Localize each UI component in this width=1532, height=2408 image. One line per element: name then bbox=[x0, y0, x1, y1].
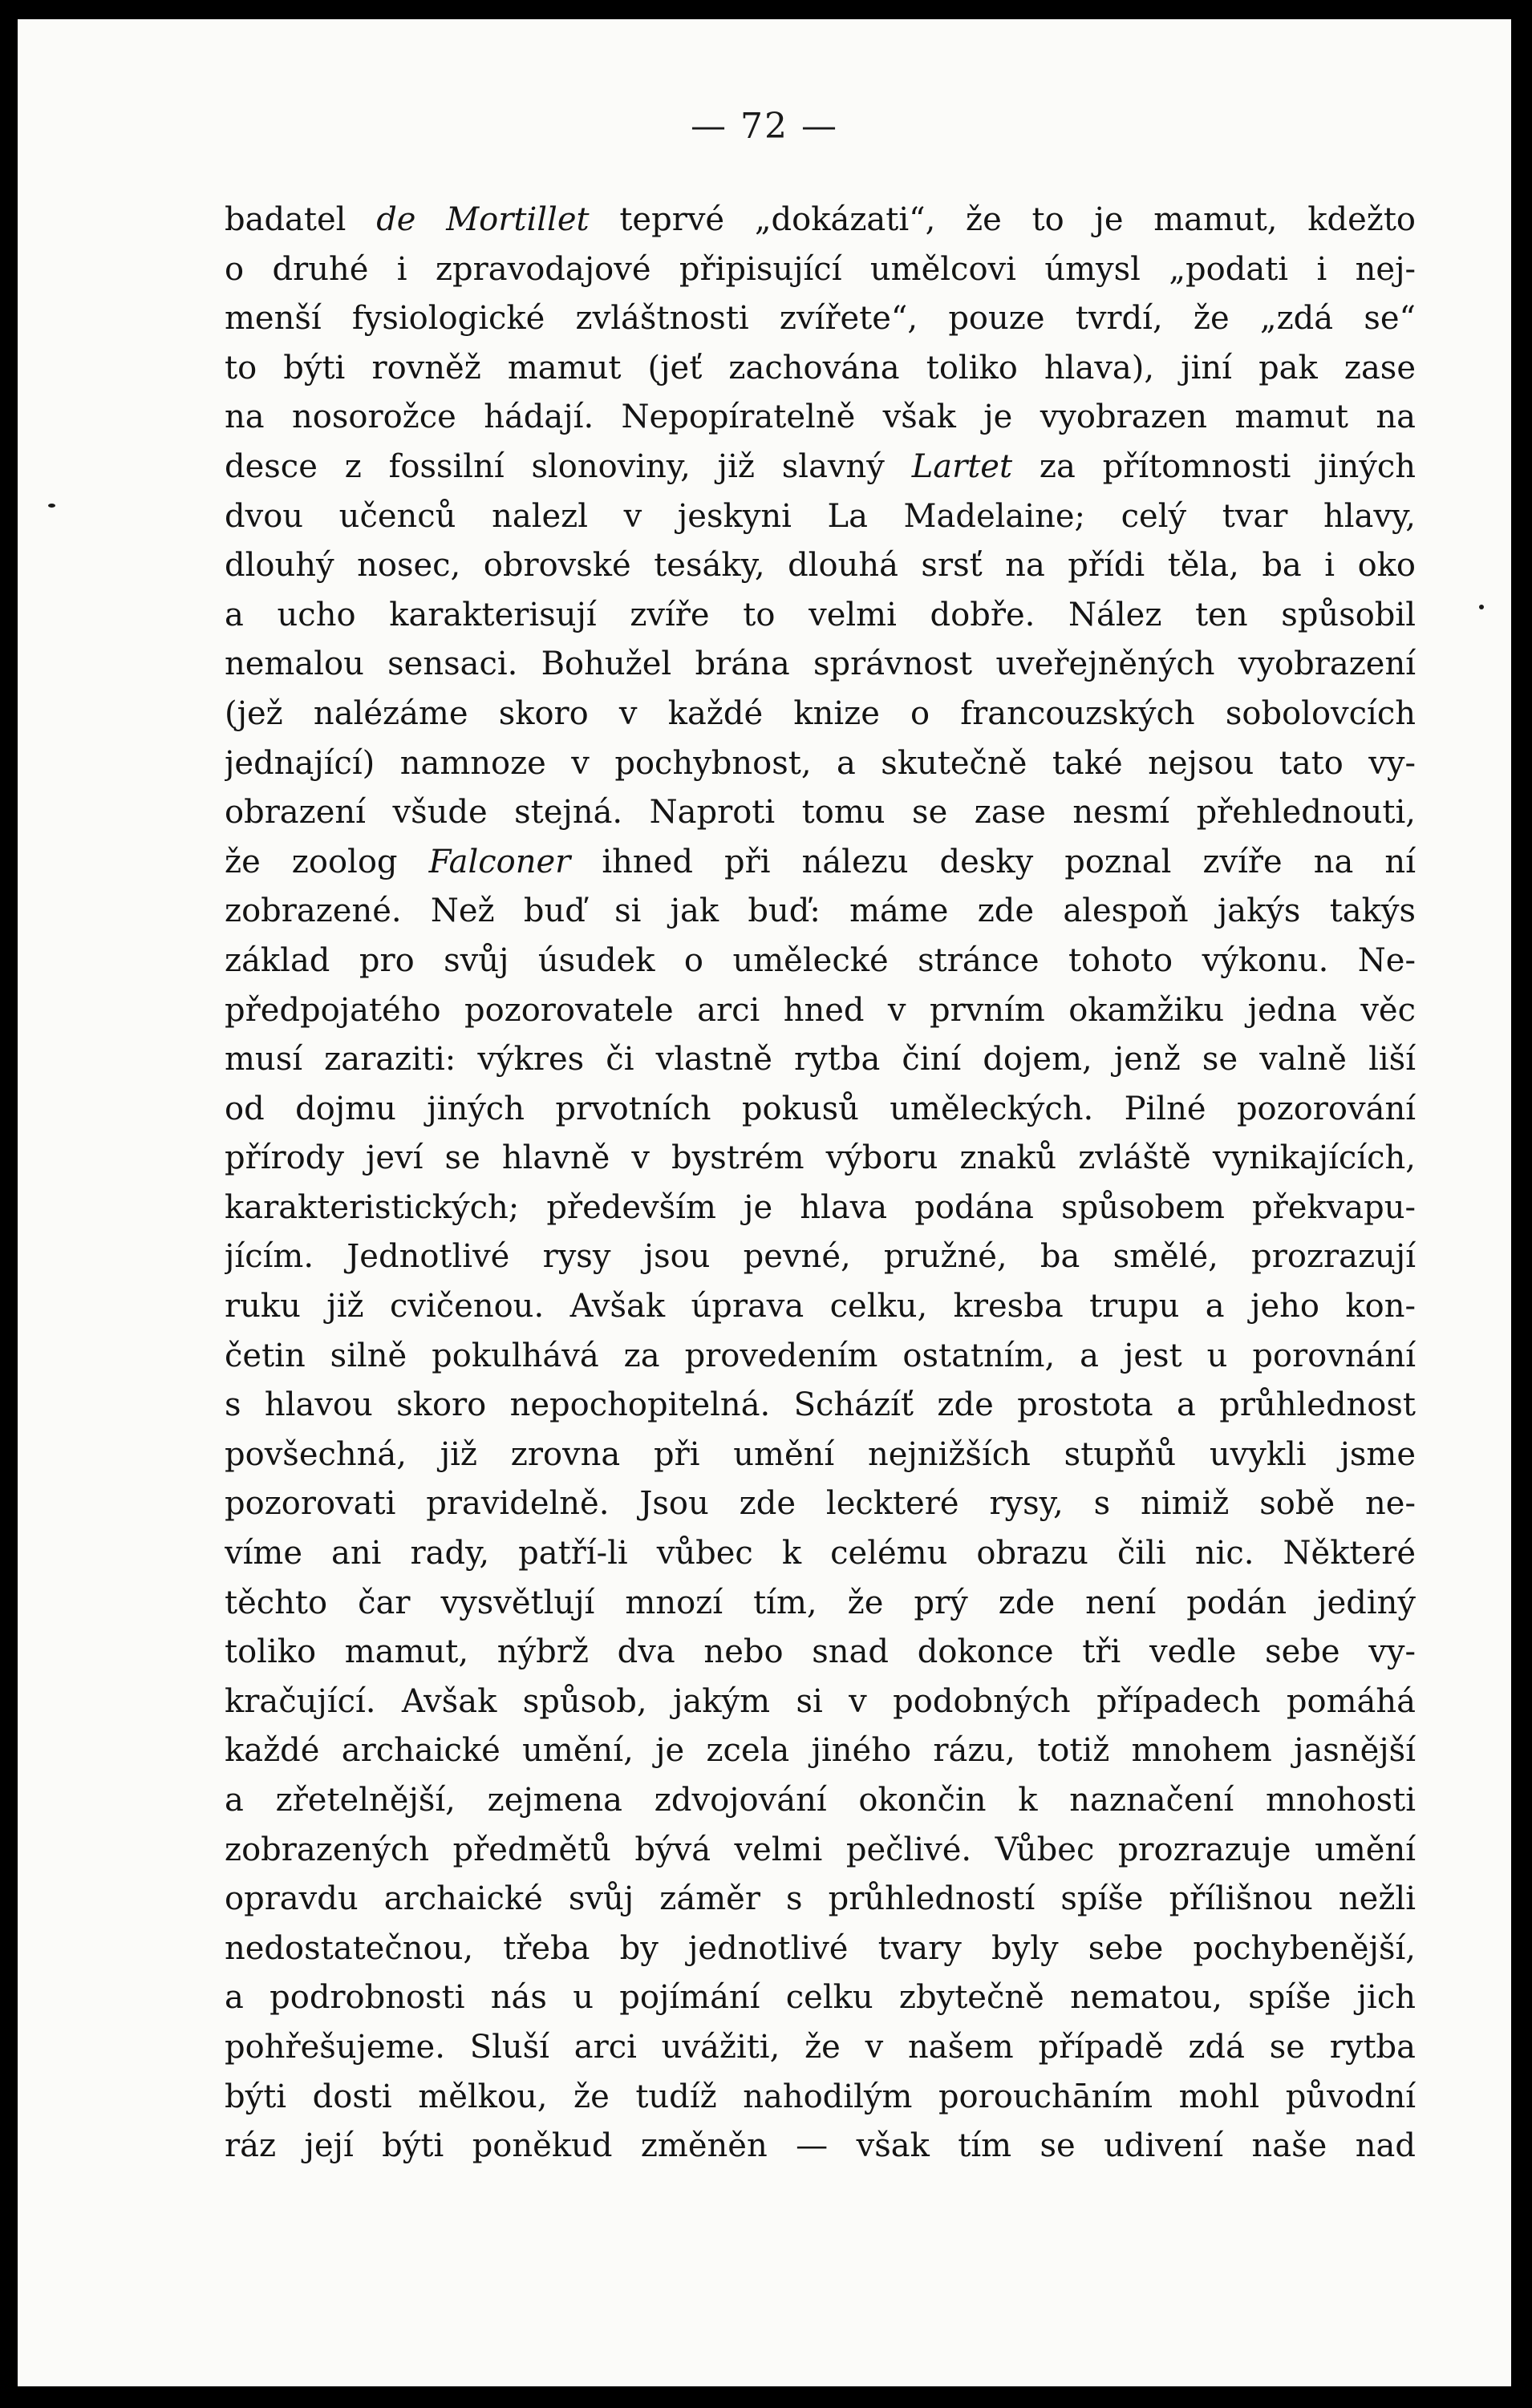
page-number: — 72 — bbox=[691, 106, 838, 147]
text-line bbox=[225, 640, 1416, 690]
text-run: o druhé i zpravodajové připisující umělcovi úmysl „podati i nej- bbox=[225, 250, 1416, 288]
margin-speck bbox=[1479, 605, 1484, 609]
text-line bbox=[225, 1628, 1416, 1678]
text-line bbox=[225, 393, 1416, 443]
text-run: opravdu archaické svůj záměr s průhledností spíše přílišnou nežli bbox=[225, 1880, 1416, 1918]
text-line bbox=[225, 1726, 1416, 1776]
text-line bbox=[225, 1184, 1416, 1233]
text-run: základ pro svůj úsudek o umělecké stránce tohoto výkonu. Ne- bbox=[225, 941, 1416, 979]
text-line bbox=[225, 1479, 1416, 1529]
text-line bbox=[225, 1431, 1416, 1480]
text-run: desce z fossilní slonoviny, již slavný bbox=[225, 447, 912, 485]
text-line bbox=[225, 1134, 1416, 1184]
text-run: přírody jeví se hlavně v bystrém výboru znaků zvláště vynikajících, bbox=[225, 1139, 1416, 1177]
text-run: víme ani rady, patří-li vůbec k celému obrazu čili nic. Některé bbox=[225, 1535, 1416, 1572]
text-line bbox=[225, 1282, 1416, 1332]
text-run: a zřetelnější, zejmena zdvojování okončin k naznačení mnohosti bbox=[225, 1782, 1416, 1819]
text-line bbox=[225, 344, 1416, 394]
text-line bbox=[225, 887, 1416, 937]
text-line bbox=[225, 690, 1416, 739]
text-run: zobrazené. Než buď si jak buď: máme zde alespoň jakýs takýs bbox=[225, 892, 1416, 930]
text-line bbox=[225, 1875, 1416, 1924]
text-line bbox=[225, 838, 1416, 888]
text-line bbox=[225, 1085, 1416, 1135]
text-run: četin silně pokulhává za provedením ostatním, a jest u porovnání bbox=[225, 1337, 1416, 1374]
book-page bbox=[18, 19, 1511, 2386]
text-line bbox=[225, 492, 1416, 542]
text-run: ihned při nálezu desky poznal zvíře na ní bbox=[570, 843, 1416, 880]
text-run: karakteristických; především je hlava podána spůsobem překvapu- bbox=[225, 1188, 1416, 1226]
body-text bbox=[225, 196, 1416, 2171]
text-run: nemalou sensaci. Bohužel brána správnost uveřejněných vyobrazení bbox=[225, 646, 1416, 683]
text-run: a podrobnosti nás u pojímání celku zbytečně nematou, spíše jich bbox=[225, 1979, 1416, 2017]
text-line bbox=[225, 1924, 1416, 1974]
text-line bbox=[225, 1332, 1416, 1382]
text-line bbox=[225, 1579, 1416, 1629]
text-line bbox=[225, 937, 1416, 986]
text-line bbox=[225, 788, 1416, 838]
text-run: badatel bbox=[225, 201, 377, 238]
text-run: ruku již cvičenou. Avšak úprava celku, kresba trupu a jeho kon- bbox=[225, 1288, 1416, 1325]
text-line bbox=[225, 1776, 1416, 1826]
text-line bbox=[225, 1529, 1416, 1579]
text-run: zobrazených předmětů bývá velmi pečlivé. Vůbec prozrazuje umění bbox=[225, 1831, 1416, 1868]
text-run: býti dosti mělkou, že tudíž nahodilým porouchāním mohl původní bbox=[225, 2078, 1416, 2115]
text-run: musí zaraziti: výkres či vlastně rytba činí dojem, jenž se valně liší bbox=[225, 1041, 1416, 1079]
text-line bbox=[225, 245, 1416, 295]
text-line bbox=[225, 196, 1416, 245]
text-run: povšechná, již zrovna při umění nejnižších stupňů uvykli jsme bbox=[225, 1435, 1416, 1473]
text-run: pozorovati pravidelně. Jsou zde leckteré rysy, s nimiž sobě ne- bbox=[225, 1485, 1416, 1523]
text-run: dvou učenců nalezl v jeskyni La Madelaine; celý tvar hlavy, bbox=[225, 497, 1416, 535]
text-run: obrazení všude stejná. Naproti tomu se zase nesmí přehlednouti, bbox=[225, 794, 1416, 832]
text-line bbox=[225, 2073, 1416, 2123]
margin-speck bbox=[48, 504, 55, 508]
text-line bbox=[225, 2023, 1416, 2073]
text-run: kračující. Avšak spůsob, jakým si v podobných případech pomáhá bbox=[225, 1682, 1416, 1720]
text-run: za přítomnosti jiných bbox=[1012, 447, 1416, 485]
text-run: těchto čar vysvětlují mnozí tím, že prý zde není podán jediný bbox=[225, 1584, 1416, 1621]
text-run: toliko mamut, nýbrž dva nebo snad dokonce tři vedle sebe vy- bbox=[225, 1633, 1416, 1671]
text-run: každé archaické umění, je zcela jiného rázu, totiž mnohem jasnější bbox=[225, 1732, 1416, 1770]
text-run: jícím. Jednotlivé rysy jsou pevné, pružné, ba smělé, prozrazují bbox=[225, 1238, 1416, 1276]
text-line bbox=[225, 739, 1416, 789]
text-run: na nosorožce hádají. Nepopíratelně však je vyobrazen mamut na bbox=[225, 399, 1416, 436]
italic-name: Falconer bbox=[428, 843, 571, 880]
text-run: a ucho karakterisují zvíře to velmi dobře. Nález ten spůsobil bbox=[225, 596, 1416, 633]
text-line bbox=[225, 1678, 1416, 1727]
text-line bbox=[225, 591, 1416, 641]
text-run: od dojmu jiných prvotních pokusů uměleckých. Pilné pozorování bbox=[225, 1090, 1416, 1127]
text-run: předpojatého pozorovatele arci hned v prvním okamžiku jedna věc bbox=[225, 991, 1416, 1029]
text-run: nedostatečnou, třeba by jednotlivé tvary byly sebe pochybenější, bbox=[225, 1929, 1416, 1967]
text-run: dlouhý nosec, obrovské tesáky, dlouhá srsť na přídi těla, ba i oko bbox=[225, 547, 1416, 585]
text-line bbox=[225, 1973, 1416, 2023]
italic-name: de Mortillet bbox=[376, 201, 590, 238]
text-run: pohřešujeme. Sluší arci uvážiti, že v našem případě zdá se rytba bbox=[225, 2028, 1416, 2066]
text-run: menší fysiologické zvláštnosti zvířete“, pouze tvrdí, že „zdá se“ bbox=[225, 300, 1416, 338]
text-line bbox=[225, 541, 1416, 591]
text-line bbox=[225, 2122, 1416, 2171]
text-line bbox=[225, 1035, 1416, 1085]
text-run: s hlavou skoro nepochopitelná. Scházíť zde prostota a průhlednost bbox=[225, 1386, 1416, 1424]
text-run: že zoolog bbox=[225, 843, 429, 880]
text-run: teprvé „dokázati“, že to je mamut, kdežto bbox=[589, 201, 1416, 238]
text-line bbox=[225, 986, 1416, 1036]
text-run: to býti rovněž mamut (jeť zachována toliko hlava), jiní pak zase bbox=[225, 349, 1416, 386]
text-line bbox=[225, 1381, 1416, 1431]
text-run: (jež nalézáme skoro v každé knize o francouzských sobolovcích bbox=[225, 694, 1416, 732]
text-line bbox=[225, 294, 1416, 344]
text-run: ráz její býti poněkud změněn — však tím se udivení naše nad bbox=[225, 2127, 1416, 2165]
text-run: jednající) namnoze v pochybnost, a skutečně také nejsou tato vy- bbox=[225, 744, 1416, 782]
text-line bbox=[225, 1826, 1416, 1876]
italic-name: Lartet bbox=[911, 447, 1013, 485]
text-line bbox=[225, 1232, 1416, 1282]
text-line bbox=[225, 443, 1416, 492]
